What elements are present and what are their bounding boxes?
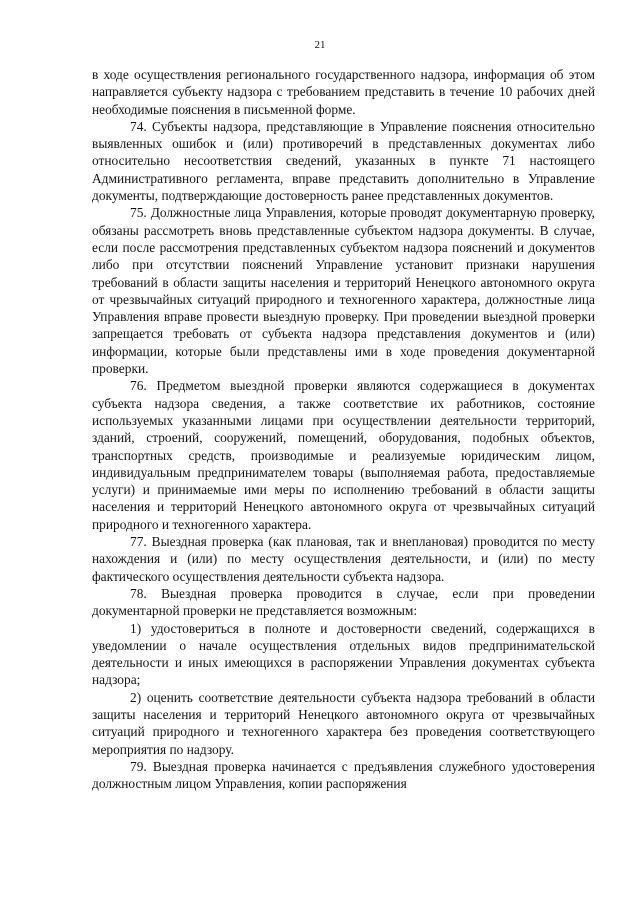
paragraph-74: 74. Субъекты надзора, представляющие в Управление пояснения относительно выявленных ошибок и (или) противоречий в представленных документах либо относительно несоответствия сведений, указанных в пункте 71 настоящего Административного регламента, вправе представить дополнительно в Управление документы, подтверждающие достоверность ранее представленных документов. <box>92 118 595 204</box>
document-body <box>92 66 595 792</box>
paragraph-78: 78. Выездная проверка проводится в случае, если при проведении документарной проверки не представляется возможным: <box>92 585 595 619</box>
page-number: 21 <box>314 39 326 51</box>
paragraph-75: 75. Должностные лица Управления, которые проводят документарную проверку, обязаны рассмотреть вновь представленные субъектом надзора документы. В случае, если после рассмотрения представленных субъектом надзора пояснений и документов либо при отсутствии пояснений Управление установит признаки нарушения требований в области защиты населения и территорий Ненецкого автономного округа от чрезвычайных ситуаций природного и техногенного характера, должностные лица Управления вправе провести выездную проверку. При проведении выездной проверки запрещается требовать от субъекта надзора представления документов и (или) информации, которые были представлены ими в ходе проведения документарной проверки. <box>92 205 595 377</box>
paragraph-77: 77. Выездная проверка (как плановая, так и внеплановая) проводится по месту нахождения и (или) по месту осуществления деятельности, и (или) по месту фактического осуществления деятельности субъекта надзора. <box>92 534 595 584</box>
paragraph-79: 79. Выездная проверка начинается с предъявления служебного удостоверения должностным лицом Управления, копии распоряжения <box>92 758 595 792</box>
paragraph-78-item-1: 1) удостовериться в полноте и достоверности сведений, содержащихся в уведомлении о начале осуществления отдельных видов предпринимательской деятельности и иных имеющихся в распоряжении Управления документах субъекта надзора; <box>92 620 595 688</box>
paragraph-continuation: в ходе осуществления регионального государственного надзора, информация об этом направляется субъекту надзора с требованием представить в течение 10 рабочих дней необходимые пояснения в письменной форме. <box>92 67 595 117</box>
paragraph-76: 76. Предметом выездной проверки являются содержащиеся в документах субъекта надзора сведения, а также соответствие их работников, состояние используемых указанными лицами при осуществлении деятельности территорий, зданий, строений, сооружений, помещений, оборудования, подобных объектов, транспортных средств, производимые и реализуемые юридическим лицом, индивидуальным предпринимателем товары (выполняемая работа, предоставляемые услуги) и принимаемые ими меры по исполнению требований в области защиты населения и территорий Ненецкого автономного округа от чрезвычайных ситуаций природного и техногенного характера. <box>92 378 595 532</box>
paragraph-78-item-2: 2) оценить соответствие деятельности субъекта надзора требований в области защиты населения и территорий Ненецкого автономного округа от чрезвычайных ситуаций природного и техногенного характера без проведения соответствующего мероприятия по надзору. <box>92 689 595 757</box>
